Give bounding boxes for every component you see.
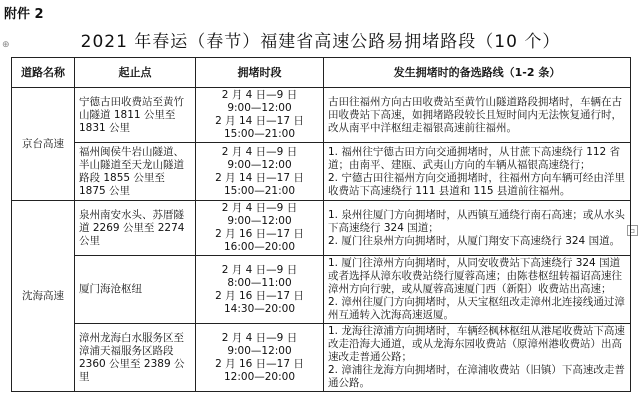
route-text: 2. 厦门往泉州方向拥堵时，从厦门翔安下高速绕行 324 国道。 <box>328 234 621 247</box>
table-header-row <box>12 58 631 88</box>
time-line: 16:00—20:00 <box>223 241 296 253</box>
table-row <box>12 143 631 201</box>
time-cell <box>196 143 324 201</box>
time-line: 14:30—20:00 <box>223 302 296 315</box>
time-line: 9:00—12:00 <box>227 344 292 357</box>
range-cell: 福州闽侯牛岩山隧道、半山隧道至天龙山隧道路段 1855 公里至 1875 公里 <box>75 143 196 201</box>
route-text: 2. 漳浦往龙海方向拥堵时，在漳浦收费站（旧镇）下高速改走普通公路。 <box>328 364 625 389</box>
time-line: 9:00—12:00 <box>227 102 292 114</box>
route-text: 1. 泉州往厦门方向拥堵时，从西镇互通绕行南石高速；或从水头下高速绕行 324 国道； <box>328 208 625 234</box>
header-road-name: 道路名称 <box>12 58 75 88</box>
time-line: 2 月 4 日—9 日 <box>221 145 298 158</box>
time-line: 12:00—20:00 <box>223 370 296 383</box>
time-line: 15:00—21:00 <box>223 184 296 197</box>
table-move-handle-icon[interactable]: ⊕ <box>2 40 10 50</box>
table-row <box>12 324 631 392</box>
time-line: 2 月 4 日—9 日 <box>221 202 298 214</box>
time-cell <box>196 324 324 392</box>
time-line: 2 月 4 日—9 日 <box>221 263 298 276</box>
attachment-label: 附件 2 <box>4 7 44 22</box>
header-routes: 发生拥堵时的备选路线（1-2 条） <box>324 58 631 88</box>
time-line: 2 月 4 日—9 日 <box>221 331 298 344</box>
time-line: 9:00—12:00 <box>227 158 292 171</box>
route-cell <box>324 256 631 324</box>
route-text: 2. 漳州往厦门方向拥堵时，从天宝枢纽改走漳州北连接线通过漳州互通转入沈海高速返厦。 <box>328 296 625 321</box>
time-line: 2 月 14 日—17 日 <box>215 171 304 184</box>
table-row <box>12 256 631 324</box>
road-name-cell: 沈海高速 <box>12 201 75 392</box>
route-cell <box>324 324 631 392</box>
route-cell <box>324 201 631 256</box>
time-line: 2 月 16 日—17 日 <box>215 357 304 370</box>
route-cell <box>324 143 631 201</box>
route-text: 1. 龙海往漳浦方向拥堵时，车辆经枫林枢纽从港尾收费站下高速改走沿海大通道，或从龙海东园收费站（原漳州港收费站）出高速改走普通公路； <box>328 325 625 363</box>
time-line: 9:00—12:00 <box>227 215 292 227</box>
congestion-table <box>11 57 631 392</box>
route-text: 古田往福州方向古田收费站至黄竹山隧道路段拥堵时，车辆在古田收费站下高速，如拥堵路段较长且短时间内无法恢复通行时，改从南平中洋枢纽走福银高速前往福州。 <box>328 95 622 134</box>
time-line: 2 月 16 日—17 日 <box>215 289 304 302</box>
range-cell: 宁德古田收费站至黄竹山隧道 1811 公里至 1831 公里 <box>75 88 196 143</box>
route-cell <box>324 88 631 143</box>
header-time: 拥堵时段 <box>196 58 324 88</box>
road-name-cell: 京台高速 <box>12 88 75 201</box>
route-text: 1. 厦门往漳州方向拥堵时，从同安收费站下高速绕行 324 国道或者选择从漳东收费站绕行厦蓉高速；由陈巷枢纽转福诏高速往漳州方向行驶，或从厦蓉高速厦门西（新阳）收费站出高速； <box>328 257 622 295</box>
time-cell <box>196 256 324 324</box>
range-cell: 漳州龙海白水服务区至漳浦天福服务区路段 2360 公里至 2389 公里 <box>75 324 196 392</box>
table-resize-handle-icon[interactable]: ▫ <box>627 225 638 236</box>
time-cell <box>196 201 324 256</box>
route-text: 2. 宁德古田往福州方向交通拥堵时，往福州方向车辆可经由洋里收费站下高速绕行 111 县道和 115 县道前往福州。 <box>328 171 625 197</box>
table-row <box>12 88 631 143</box>
document-title: 2021 年春运（春节）福建省高速公路易拥堵路段（10 个） <box>80 32 561 52</box>
time-line: 2 月 4 日—9 日 <box>221 89 298 101</box>
time-line: 2 月 16 日—17 日 <box>215 228 304 240</box>
time-line: 15:00—21:00 <box>223 128 296 140</box>
range-cell: 厦门海沧枢纽 <box>75 256 196 324</box>
time-line: 2 月 14 日—17 日 <box>215 115 304 127</box>
route-text: 1. 福州往宁德古田方向交通拥堵时，从甘蔗下高速绕行 112 省道；由南平、建瓯、武夷山方向的车辆从福银高速绕行； <box>328 145 621 171</box>
header-range: 起止点 <box>75 58 196 88</box>
time-cell <box>196 88 324 143</box>
time-line: 8:00—11:00 <box>227 276 292 289</box>
table-row <box>12 201 631 256</box>
range-cell: 泉州南安水头、苏厝隧道 2269 公里至 2274 公里 <box>75 201 196 256</box>
